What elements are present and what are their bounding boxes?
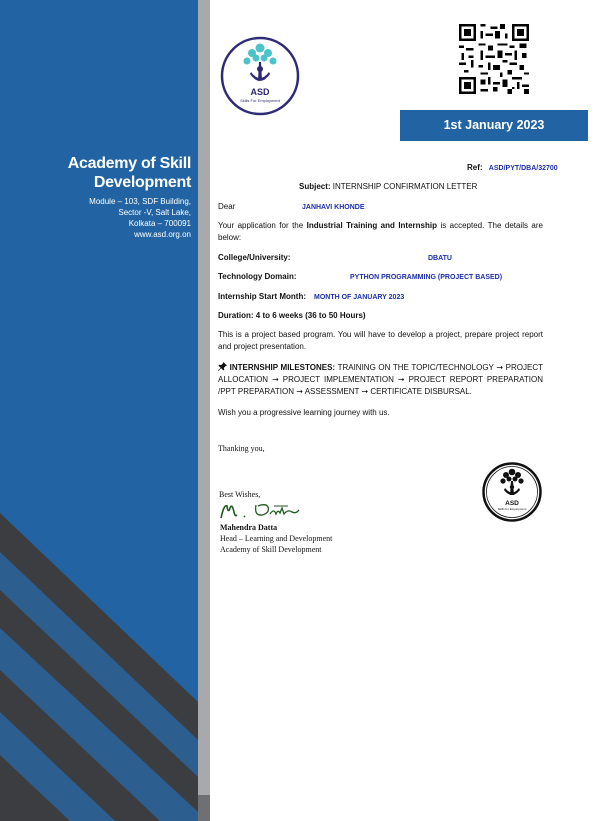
signature-image <box>218 500 302 522</box>
domain-value: PYTHON PROGRAMMING (PROJECT BASED) <box>350 274 503 281</box>
ref-value: ASD/PYT/DBA/32700 <box>488 165 558 172</box>
milestones-paragraph <box>218 362 543 398</box>
org-address-line2: Sector -V, Salt Lake, <box>118 208 191 217</box>
ref-line <box>467 162 558 175</box>
intro-paragraph <box>218 220 543 244</box>
seal-tagline: Skills for Employment <box>497 507 527 511</box>
subject-value: INTERNSHIP CONFIRMATION LETTER <box>332 182 478 191</box>
college-value: DBATU <box>428 255 452 262</box>
logo-tagline: Skills For Employment <box>240 98 280 103</box>
subject-label: Subject: <box>299 182 331 191</box>
asd-logo <box>220 36 300 116</box>
org-name-line1: Academy of Skill <box>67 155 191 172</box>
qr-code <box>459 24 529 94</box>
program-note: This is a project based program. You will have to develop a project, prepare project report and project presentation. <box>218 330 543 351</box>
org-website: www.asd.org.on <box>134 230 191 239</box>
date-banner: 1st January 2023 <box>400 110 588 141</box>
logo-text: ASD <box>250 87 270 97</box>
subject-line <box>299 181 477 193</box>
ref-label: Ref: <box>467 163 483 172</box>
organization-block <box>68 154 191 240</box>
start-month-value: MONTH OF JANUARY 2023 <box>314 294 405 301</box>
best-wishes: Best Wishes, <box>219 490 261 499</box>
intro-part2: is accepted. The details are below: <box>218 221 543 242</box>
sidebar-panel <box>0 0 198 821</box>
intro-part1: Your application for the <box>218 221 304 230</box>
org-name-line2: Development <box>93 174 191 191</box>
seal-text: ASD <box>505 500 519 507</box>
pushpin-icon <box>218 362 227 371</box>
divider-bar <box>198 0 210 821</box>
asd-seal <box>482 462 542 522</box>
milestones-text: TRAINING ON THE TOPIC/TECHNOLOGY ➞ PROJECT ALLOCATION ➞ PROJECT IMPLEMENTATION ➞ PROJECT REPORT PREPARATION /PPT PREPARATION ➞ ASSESSMENT ➞ CERTIFICATE DISBURSAL. <box>218 363 543 396</box>
org-address-line1: Module – 103, SDF Building, <box>89 197 191 206</box>
sidebar-stripes <box>0 0 198 821</box>
signatory-org: Academy of Skill Development <box>220 545 322 554</box>
intro-program: Industrial Training and Internship <box>306 221 437 230</box>
milestones-label: INTERNSHIP MILESTONES: <box>229 363 336 372</box>
college-label: College/University: <box>218 253 291 262</box>
wish-line: Wish you a progressive learning journey with us. <box>218 408 390 417</box>
duration: Duration: 4 to 6 weeks (36 to 50 Hours) <box>218 311 366 320</box>
signatory-name: Mahendra Datta <box>220 523 278 532</box>
signature-text: M. Datta <box>218 500 222 501</box>
domain-label: Technology Domain: <box>218 272 297 281</box>
recipient-name: JANHAVI KHONDE <box>302 204 365 211</box>
org-address-line3: Kolkata – 700091 <box>128 219 191 228</box>
thanks-line: Thanking you, <box>218 444 265 453</box>
signatory-title: Head – Learning and Development <box>220 534 333 543</box>
greeting: Dear <box>218 202 236 211</box>
start-month-label: Internship Start Month: <box>218 292 306 301</box>
